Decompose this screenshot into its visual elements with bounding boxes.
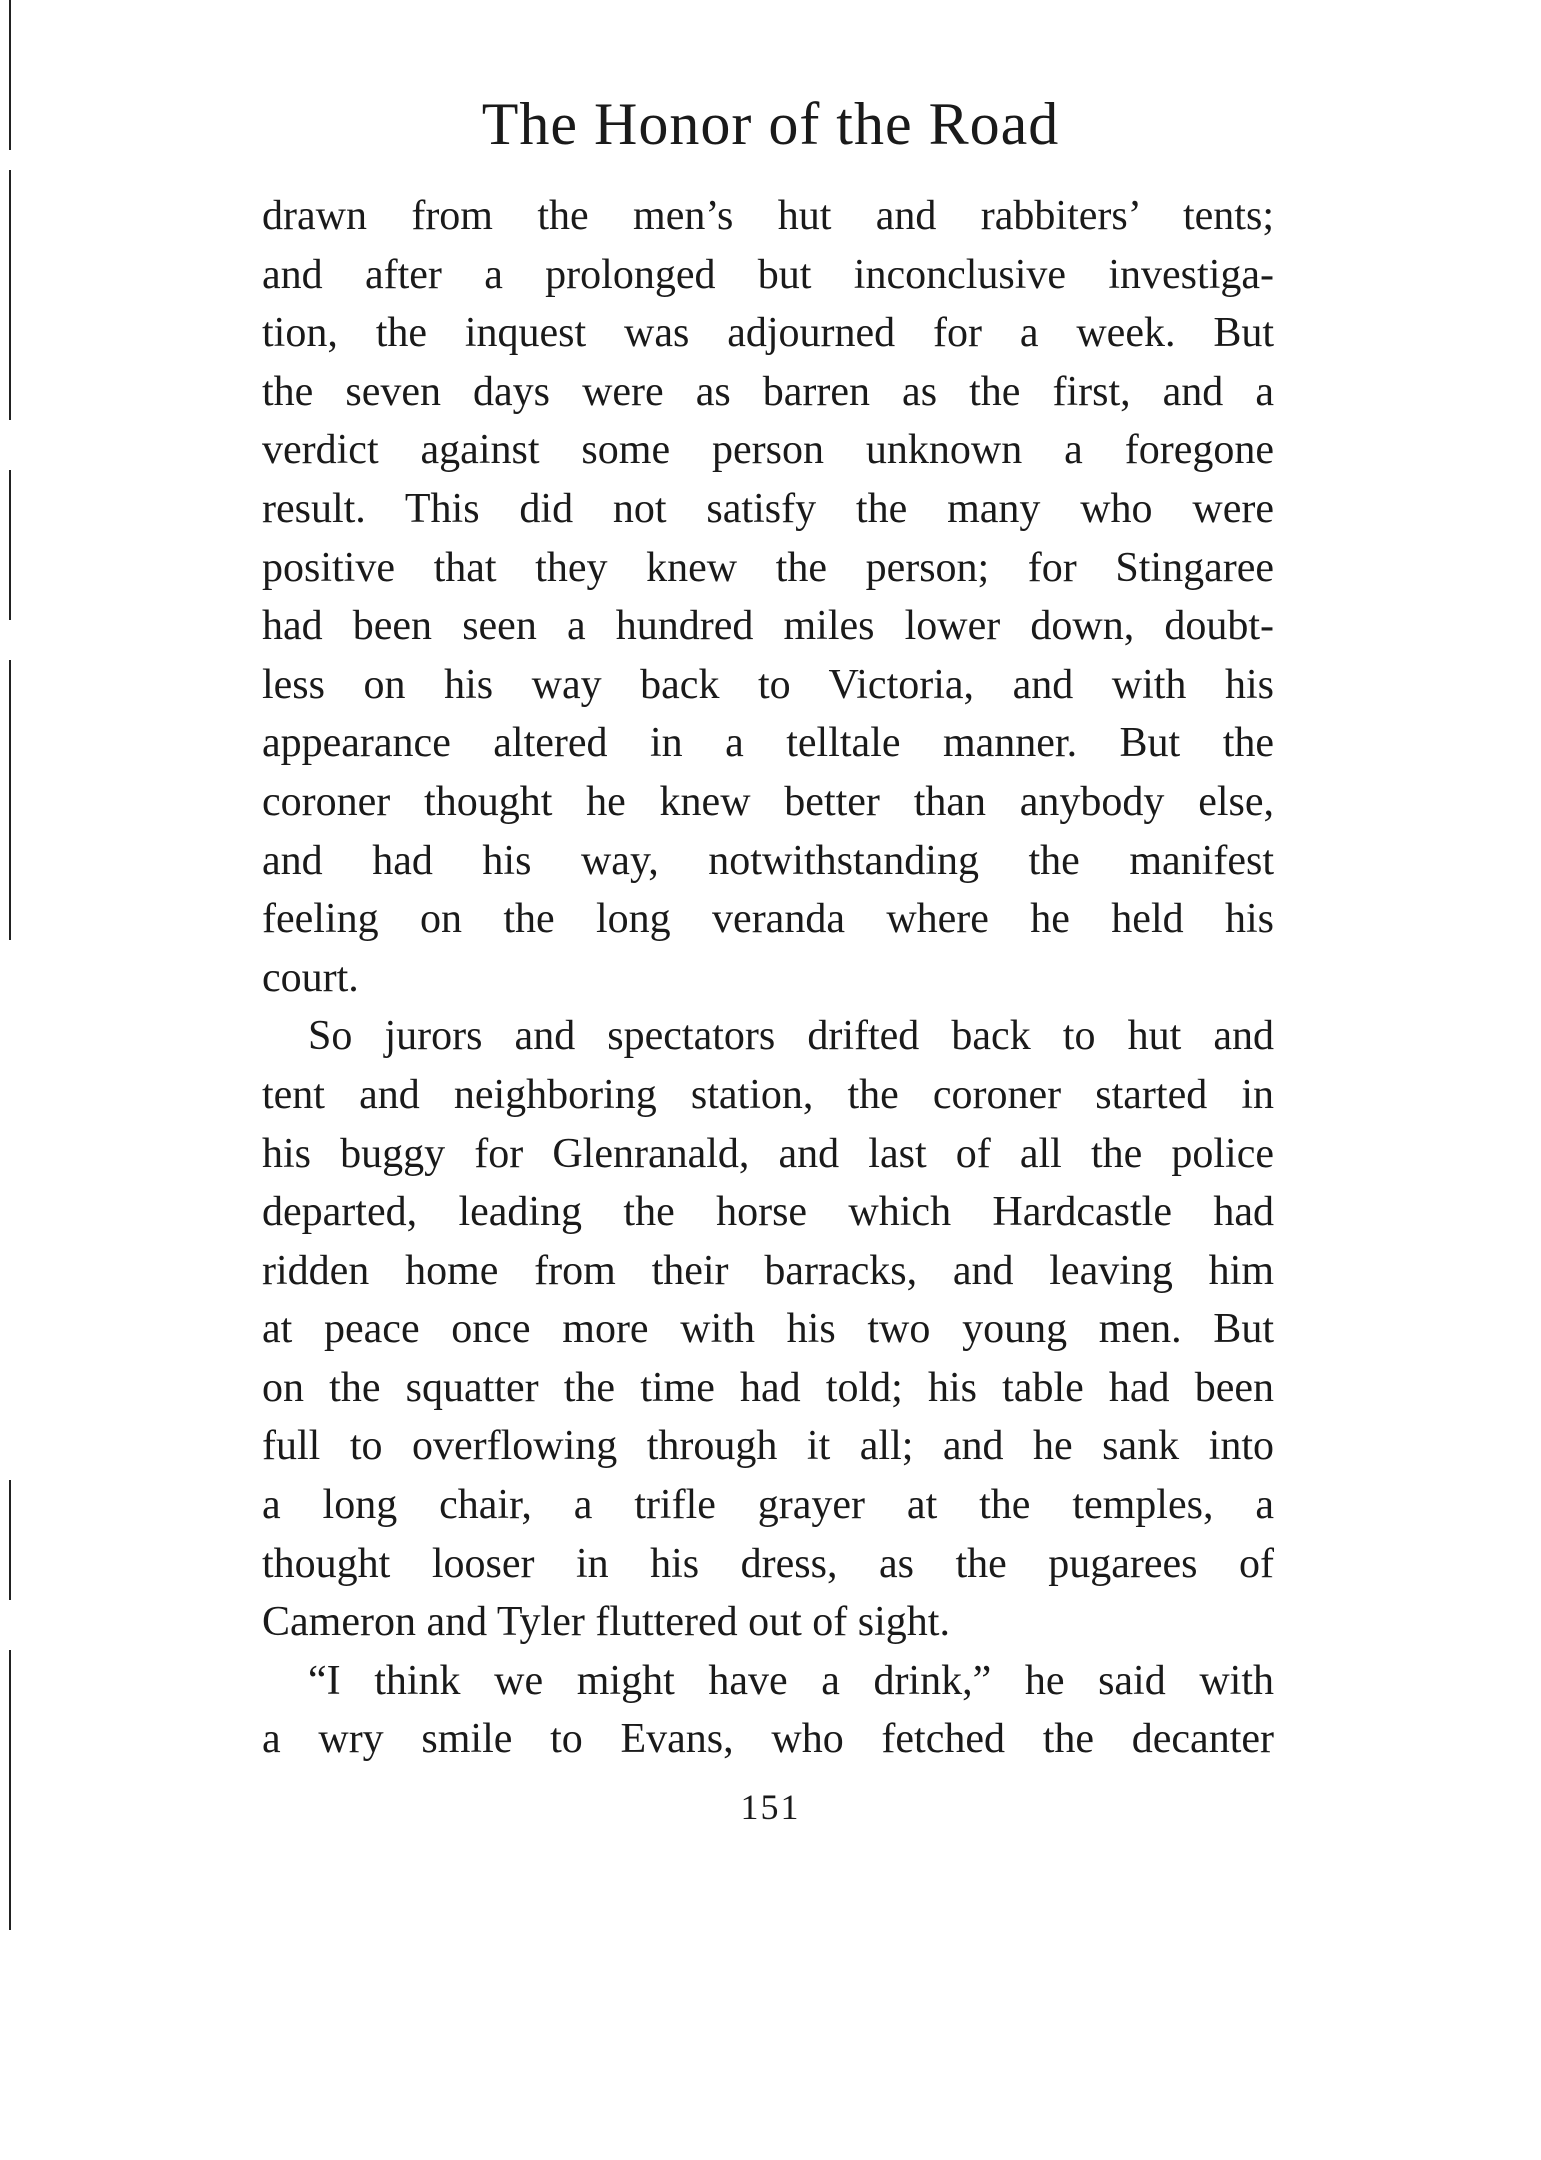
text-line: had been seen a hundred miles lower down, doubt- xyxy=(262,603,1274,650)
text-line: ridden home from their barracks, and leaving him xyxy=(262,1247,1274,1294)
text-line: at peace once more with his two young men. But xyxy=(262,1306,1274,1353)
text-line: Cameron and Tyler fluttered out of sight. xyxy=(262,1599,950,1646)
gutter-mark xyxy=(9,1480,11,1600)
text-line: court. xyxy=(262,954,359,1001)
text-block xyxy=(262,187,1274,1769)
text-line: the seven days were as barren as the first, and a xyxy=(262,368,1274,415)
text-line: So jurors and spectators drifted back to hut and xyxy=(308,1013,1274,1060)
text-line: his buggy for Glenranald, and last of all the police xyxy=(262,1130,1274,1177)
text-line: tent and neighboring station, the coroner started in xyxy=(262,1071,1274,1118)
text-line: drawn from the men’s hut and rabbiters’ tents; xyxy=(262,193,1274,239)
text-line: tion, the inquest was adjourned for a week. But xyxy=(262,310,1274,357)
text-line: feeling on the long veranda where he held his xyxy=(262,896,1274,943)
gutter-mark xyxy=(9,170,11,420)
text-line: positive that they knew the person; for Stingaree xyxy=(262,544,1274,591)
text-line: less on his way back to Victoria, and with his xyxy=(262,661,1274,708)
text-line: on the squatter the time had told; his table had been xyxy=(262,1364,1274,1411)
text-line: thought looser in his dress, as the pugarees of xyxy=(262,1540,1274,1587)
gutter-mark xyxy=(9,660,11,940)
text-line: result. This did not satisfy the many who were xyxy=(262,485,1274,532)
text-line: a wry smile to Evans, who fetched the decanter xyxy=(262,1716,1274,1763)
text-line: departed, leading the horse which Hardcastle had xyxy=(262,1189,1274,1236)
text-line: “I think we might have a drink,” he said with xyxy=(308,1657,1274,1704)
text-line: full to overflowing through it all; and he sank into xyxy=(262,1423,1274,1470)
text-line: and had his way, notwithstanding the manifest xyxy=(262,837,1274,884)
paragraph xyxy=(262,187,1274,1007)
paragraph xyxy=(262,1007,1274,1652)
page-number: 151 xyxy=(740,1787,801,1827)
text-line: coroner thought he knew better than anybody else, xyxy=(262,778,1274,825)
paragraph xyxy=(262,1652,1274,1769)
text-line: appearance altered in a telltale manner. But the xyxy=(262,720,1274,767)
gutter-mark xyxy=(9,470,11,620)
text-line: and after a prolonged but inconclusive investiga- xyxy=(262,251,1274,298)
text-line: verdict against some person unknown a foregone xyxy=(262,427,1274,474)
text-line: a long chair, a trifle grayer at the temples, a xyxy=(262,1482,1274,1529)
running-head: The Honor of the Road xyxy=(481,91,1060,157)
